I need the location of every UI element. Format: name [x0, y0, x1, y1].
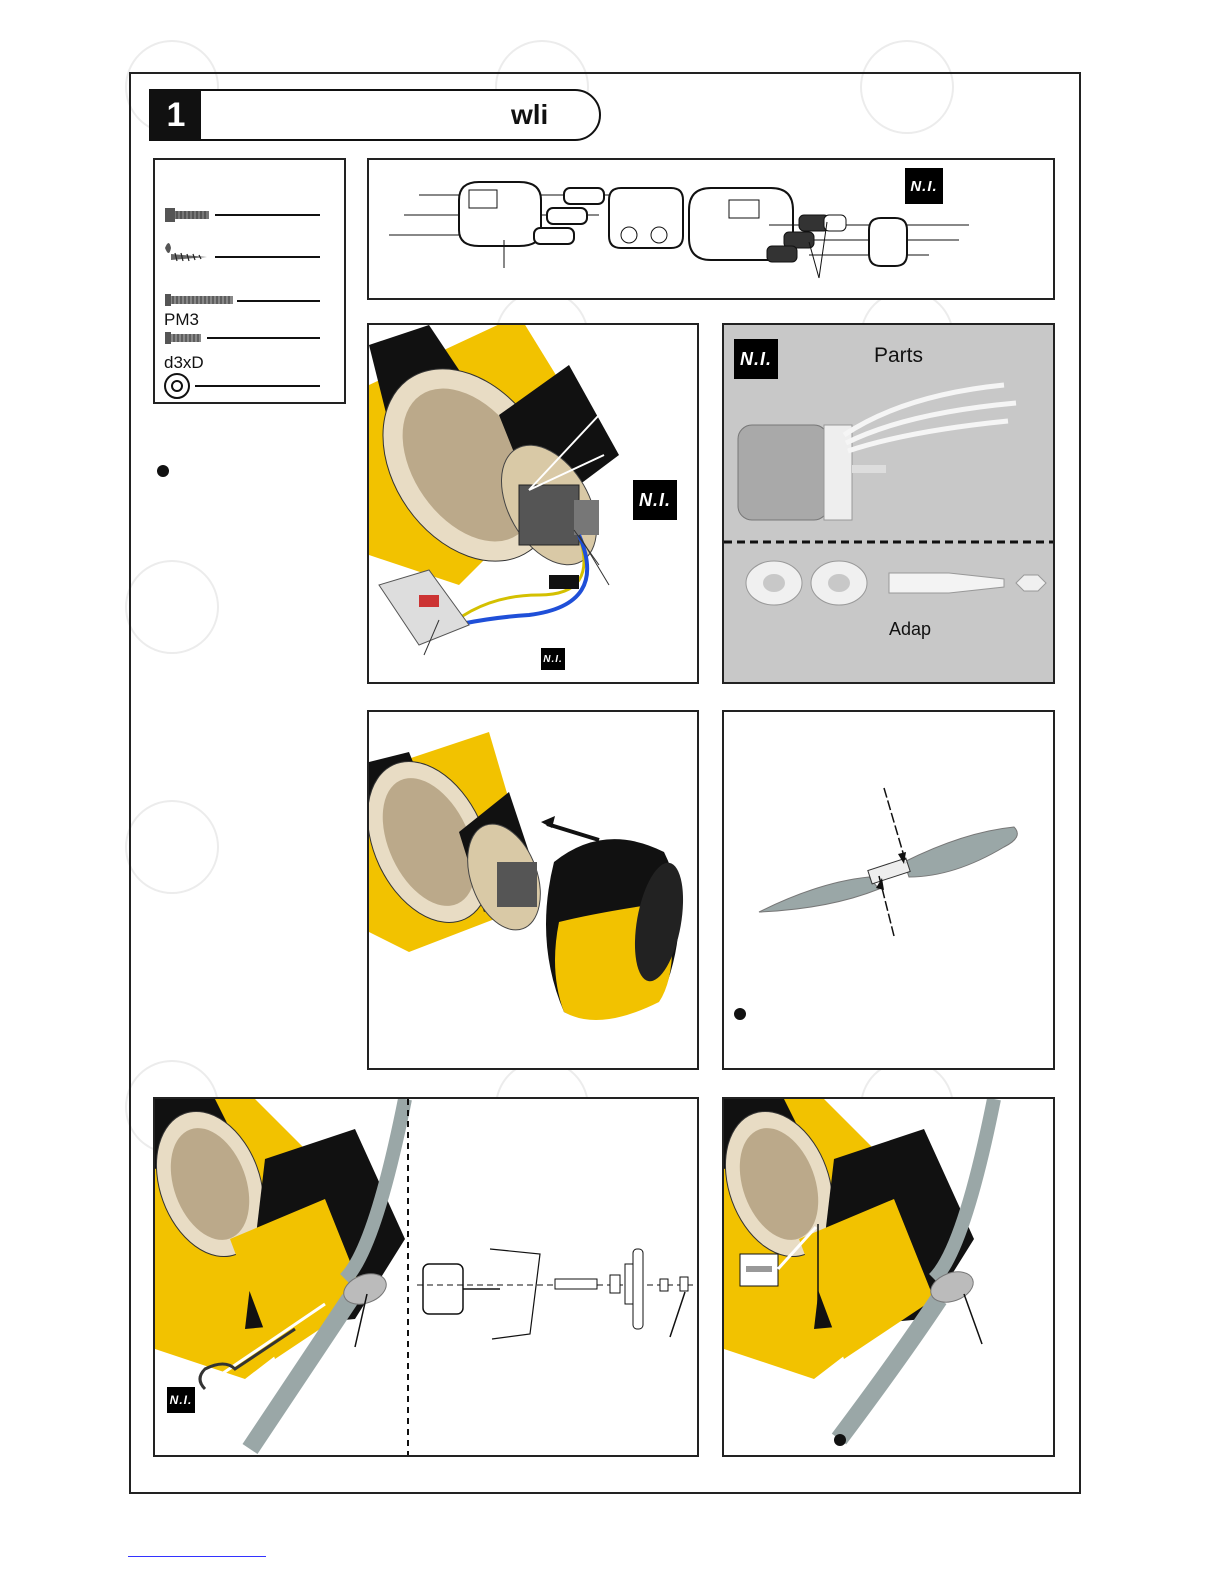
- hardware-label-pm3: PM3: [164, 310, 199, 329]
- ni-badge: N.I.: [167, 1387, 195, 1413]
- ni-badge: N.I.: [633, 480, 677, 520]
- wood-screw-icon: [165, 243, 320, 261]
- spinner-install-drawing: [155, 1099, 699, 1457]
- final-assembly-photo: [724, 1099, 1055, 1457]
- footer-underline: [128, 1556, 266, 1557]
- hardware-label-washer: d3xD: [164, 353, 204, 372]
- connector-diagram-panel: [367, 158, 1055, 300]
- ni-badge: N.I.: [905, 168, 943, 204]
- propeller-diagram: [724, 712, 1055, 1070]
- ni-badge: N.I.: [734, 339, 778, 379]
- cowl-install-photo-panel: [367, 710, 699, 1070]
- cowl-install-photo: [369, 712, 699, 1070]
- washer-icon: [165, 374, 320, 398]
- cap-screw-icon: [165, 208, 320, 222]
- step-header: [149, 89, 601, 141]
- note-bullet: [834, 1434, 846, 1446]
- step-number: 1: [151, 91, 201, 139]
- ni-badge-small: N.I.: [541, 648, 565, 670]
- note-bullet: [734, 1008, 746, 1020]
- step-title: wli: [511, 99, 549, 130]
- connector-diagram: [369, 160, 1055, 300]
- note-bullet: [157, 465, 169, 477]
- adapter-label: Adap: [889, 619, 932, 639]
- hardware-list-panel: [153, 158, 346, 404]
- spinner-install-panel: [153, 1097, 699, 1457]
- parts-photo-panel: [722, 323, 1055, 684]
- final-assembly-photo-panel: [722, 1097, 1055, 1457]
- propeller-balance-panel: [722, 710, 1055, 1070]
- parts-title: Parts: [874, 344, 924, 367]
- short-screw-icon: [165, 332, 320, 344]
- motor-mount-photo-panel: [367, 323, 699, 684]
- long-screw-icon: [165, 294, 320, 306]
